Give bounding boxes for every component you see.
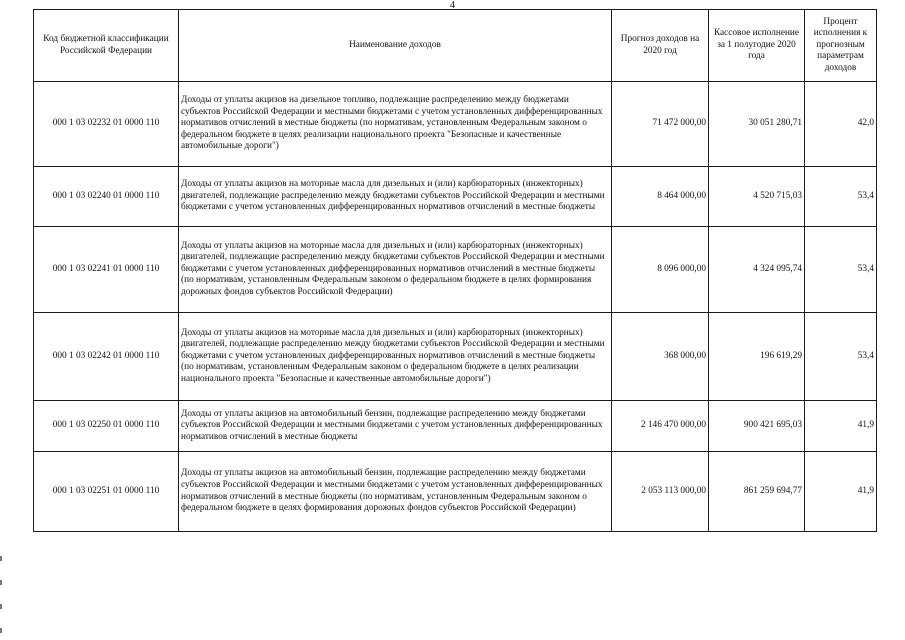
table-row bbox=[34, 227, 877, 313]
table-row bbox=[34, 452, 877, 532]
header-name: Наименование доходов bbox=[179, 10, 612, 82]
row-code: 000 1 03 02251 01 0000 110 bbox=[34, 452, 179, 532]
row-percent: 41,9 bbox=[805, 401, 877, 452]
row-name: Доходы от уплаты акцизов на автомобильный бензин, подлежащие распределению между бюджетами субъектов Российской Федерации и местными бюджетами с учетом установленных дифференцированных нормативов отчислений в местные бюджеты (по нормативам, установленным Федеральным законом о федеральном бюджете в целях формирования дорожных фондов субъектов Российской Федерации) bbox=[179, 452, 612, 532]
row-percent: 41,9 bbox=[805, 452, 877, 532]
row-forecast: 368 000,00 bbox=[612, 313, 709, 401]
row-name: Доходы от уплаты акцизов на моторные масла для дизельных и (или) карбюраторных (инжекторных) двигателей, подлежащие распределению между бюджетами субъектов Российской Федерации и местными бюджетами с учетом установленных дифференцированных нормативов отчислений в местные бюджеты bbox=[179, 167, 612, 227]
table-row bbox=[34, 82, 877, 167]
row-cash: 4 520 715,03 bbox=[709, 167, 805, 227]
row-name: Доходы от уплаты акцизов на дизельное топливо, подлежащие распределению между бюджетами субъектов Российской Федерации и местными бюджетами с учетом установленных дифференцированных нормативов отчислений в местные бюджеты (по нормативам, установленным Федеральным законом о федеральном бюджете в целях реализации национального проекта "Безопасные и качественные автомобильные дороги") bbox=[179, 82, 612, 167]
row-cash: 900 421 695,03 bbox=[709, 401, 805, 452]
table-row bbox=[34, 167, 877, 227]
row-forecast: 71 472 000,00 bbox=[612, 82, 709, 167]
revenue-table bbox=[33, 9, 877, 532]
page-number: 4 bbox=[450, 0, 455, 11]
row-percent: 53,4 bbox=[805, 227, 877, 313]
row-name: Доходы от уплаты акцизов на автомобильный бензин, подлежащие распределению между бюджетами субъектов Российской Федерации и местными бюджетами с учетом установленных дифференцированных нормативов отчислений в местные бюджеты bbox=[179, 401, 612, 452]
scan-margin-mark bbox=[0, 604, 2, 609]
row-name: Доходы от уплаты акцизов на моторные масла для дизельных и (или) карбюраторных (инжекторных) двигателей, подлежащие распределению между бюджетами субъектов Российской Федерации и местными бюджетами с учетом установленных дифференцированных нормативов отчислений в местные бюджеты (по нормативам, установленным Федеральным законом о федеральном бюджете в целях формирования дорожных фондов субъектов Российской Федерации) bbox=[179, 227, 612, 313]
row-cash: 30 051 280,71 bbox=[709, 82, 805, 167]
row-cash: 861 259 694,77 bbox=[709, 452, 805, 532]
scan-margin-mark bbox=[0, 580, 2, 585]
row-percent: 53,4 bbox=[805, 313, 877, 401]
row-code: 000 1 03 02240 01 0000 110 bbox=[34, 167, 179, 227]
header-forecast: Прогноз доходов на 2020 год bbox=[612, 10, 709, 82]
scan-margin-mark bbox=[0, 628, 2, 633]
table-row bbox=[34, 401, 877, 452]
row-percent: 53,4 bbox=[805, 167, 877, 227]
row-code: 000 1 03 02242 01 0000 110 bbox=[34, 313, 179, 401]
row-forecast: 8 464 000,00 bbox=[612, 167, 709, 227]
header-code: Код бюджетной классификации Российской Федерации bbox=[34, 10, 179, 82]
table-header-row bbox=[34, 10, 877, 82]
row-percent: 42,0 bbox=[805, 82, 877, 167]
row-forecast: 2 053 113 000,00 bbox=[612, 452, 709, 532]
row-name: Доходы от уплаты акцизов на моторные масла для дизельных и (или) карбюраторных (инжекторных) двигателей, подлежащие распределению между бюджетами субъектов Российской Федерации и местными бюджетами с учетом установленных дифференцированных нормативов отчислений в местные бюджеты (по нормативам, установленным Федеральным законом о федеральном бюджете в целях реализации национального проекта "Безопасные и качественные автомобильные дороги") bbox=[179, 313, 612, 401]
header-percent: Процент исполнения к прогнозным параметрам доходов bbox=[805, 10, 877, 82]
row-forecast: 2 146 470 000,00 bbox=[612, 401, 709, 452]
row-forecast: 8 096 000,00 bbox=[612, 227, 709, 313]
header-cash: Кассовое исполнение за 1 полугодие 2020 года bbox=[709, 10, 805, 82]
row-code: 000 1 03 02232 01 0000 110 bbox=[34, 82, 179, 167]
row-code: 000 1 03 02250 01 0000 110 bbox=[34, 401, 179, 452]
row-cash: 196 619,29 bbox=[709, 313, 805, 401]
table-row bbox=[34, 313, 877, 401]
row-code: 000 1 03 02241 01 0000 110 bbox=[34, 227, 179, 313]
row-cash: 4 324 095,74 bbox=[709, 227, 805, 313]
scan-margin-mark bbox=[0, 556, 2, 561]
